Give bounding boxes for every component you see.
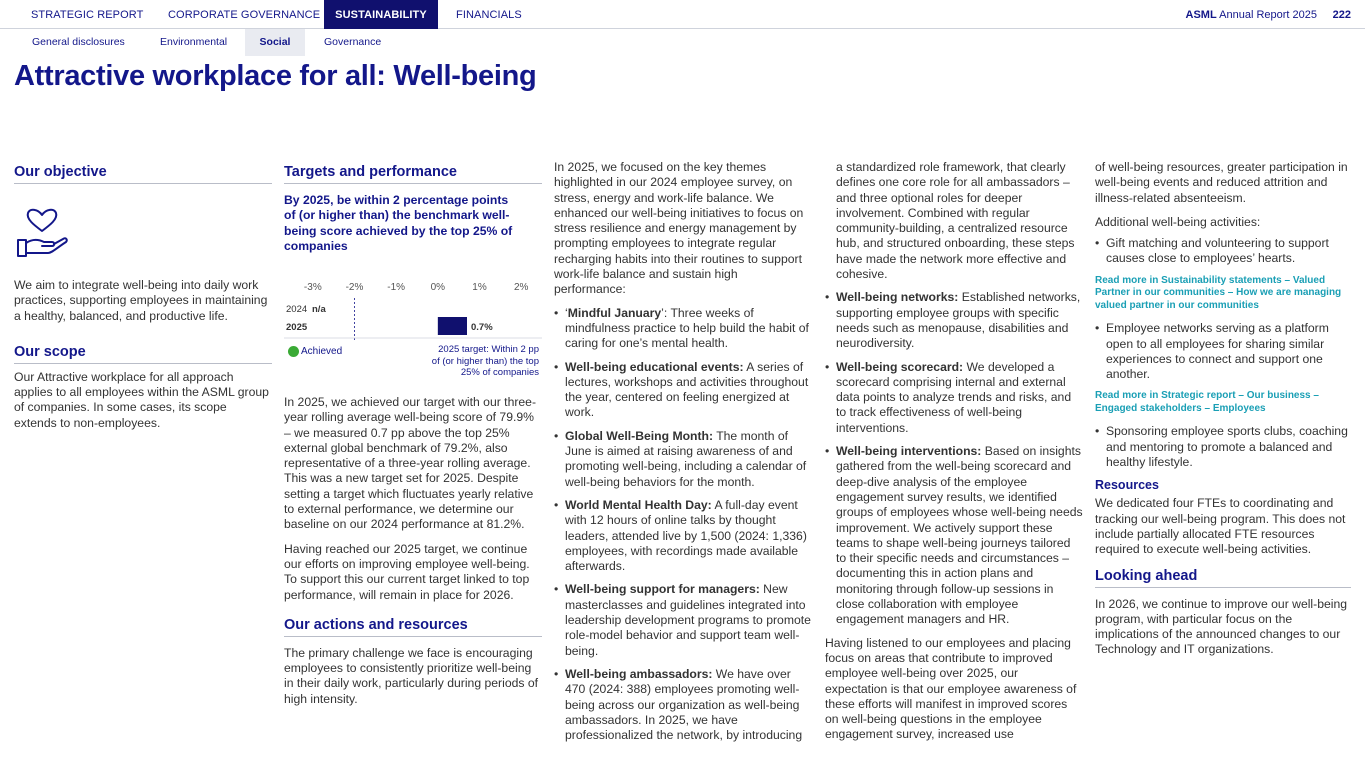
- subtab-environmental[interactable]: Environmental: [160, 36, 228, 48]
- bullet-title: Well-being educational events:: [565, 359, 744, 374]
- list-item: • ‘Mindful January’: Three weeks of mindfulness practice to help build the habit of caring for one’s mental health.: [554, 306, 812, 352]
- targets-paragraph-1: In 2025, we achieved our target with our three-year rolling average well-being score of 79.9% – we measured 0.7 pp above the top 25% external global benchmark of 79.2%, also representative of a three-year rolling average. This was a new target set for 2025. Despite setting a target which fluctuates yearly relative to external performance, we determine our baseline on our 2024 performance at 81.2%.: [284, 395, 537, 532]
- bullet-title: Global Well-Being Month:: [565, 428, 714, 443]
- bullet-text: Based on insights gathered from the well-being scorecard and deep-dive analysis of the employee engagement survey results, we identified groups of employees whose well-being needs improvement. We actively support these teams to shape well-being journeys tailored to their specific needs and circumstances – documenting this in action plans and monitoring through follow-up sessions in close collaboration with employee engagement managers and HR.: [836, 444, 1083, 627]
- bullet-text: A full-day event with 12 hours of online talks by thought leaders, attended live by 1,500 (2024: 1,336) employees, with recordings made available afterwards.: [565, 497, 807, 574]
- looking-ahead-text: In 2026, we continue to improve our well-being program, with particular focus on the implications of the announced changes to our Technology and IT organizations.: [1095, 596, 1348, 657]
- page-number: 222: [1332, 9, 1351, 21]
- target-note-line-2: of (or higher than) the top: [431, 355, 539, 367]
- x-tick-label: -3%: [303, 282, 322, 293]
- bullet-title: Well-being interventions:: [836, 444, 982, 459]
- tab-sustainability[interactable]: SUSTAINABILITY: [324, 0, 438, 29]
- list-item: [554, 498, 812, 574]
- initiatives-intro: In 2025, we focused on the key themes highlighted in our 2024 employee survey, on stress, energy and work-life balance. We enhanced our well-being initiatives to focus on stress resilience and energy management by prompting employees to integrate regular recharging habits into their routines to support work-life balance and sustain high performance:: [554, 160, 804, 297]
- actions-heading: Our actions and resources: [284, 617, 542, 637]
- targets-heading: Targets and performance: [284, 164, 542, 184]
- target-note: [432, 344, 539, 379]
- x-tick-label: 1%: [472, 282, 487, 293]
- bullet-text: We developed a scorecard comprising internal and external data points to analyze trends and risks, and to track effectiveness of well-being interventions.: [836, 359, 1072, 435]
- subtab-general-disclosures[interactable]: General disclosures: [32, 36, 125, 48]
- column-networks: [825, 160, 1083, 743]
- additional-activities-label: Additional well-being activities:: [1095, 214, 1261, 229]
- data-label: 0.7%: [471, 322, 493, 333]
- tab-financials[interactable]: FINANCIALS: [456, 9, 522, 21]
- category-label: 2024: [286, 304, 308, 315]
- bullet-text: We have over 470 (2024: 388) employees promoting well-being across our organization as well-being ambassadors. In 2025, we have professionalized the network, by introducing: [565, 666, 803, 743]
- list-item: [554, 667, 812, 743]
- category-label: 2025: [286, 322, 308, 333]
- list-item: [825, 444, 1083, 628]
- targets-paragraph-2: Having reached our 2025 target, we continue our efforts on improving employee well-being. To support this our current target linked to top performance, will remain in place for 2026.: [284, 541, 530, 602]
- looking-ahead-heading: Looking ahead: [1095, 568, 1351, 588]
- bullet-text: : Three weeks of mindfulness practice to help build the habit of caring for one’s mental health.: [565, 305, 809, 351]
- bullet-title: Mindful January: [567, 305, 662, 320]
- status-badge: [288, 346, 342, 357]
- column-resources: [1095, 160, 1351, 658]
- ambassadors-continuation: a standardized role framework, that clearly defines one core role for all ambassadors – and three optional roles for deeper involvement. Combined with regular community-building, a centralized resource hub, and structured onboarding, these steps have made the network more effective and cohesive.: [836, 160, 1075, 282]
- subtab-governance[interactable]: Governance: [324, 36, 382, 48]
- top-navigation: [0, 0, 1365, 29]
- objective-heading: Our objective: [14, 164, 272, 184]
- x-tick-label: 0%: [430, 282, 446, 293]
- objective-text: We aim to integrate well-being into daily work practices, supporting employees in maintaining a healthy, balanced, and productive life.: [14, 278, 268, 323]
- read-more-link-communities[interactable]: Read more in Sustainability statements – Valued Partner in our communities – How we are managing valued partner in our communities: [1095, 274, 1342, 311]
- bullet-text: New masterclasses and guidelines integrated into leadership development programs to promote role-model behavior and support team well-being.: [565, 582, 811, 658]
- brand-name: ASML: [1185, 9, 1217, 21]
- data-label: n/a: [312, 304, 326, 315]
- networks-paragraph: Having listened to our employees and placing focus on areas that contribute to improved employee well-being over 2025, our expectation is that our employee awareness of these efforts will manifest in improved scores on well-being questions in the employee engagement survey, increased use: [825, 635, 1077, 742]
- x-tick-label: 2%: [513, 282, 529, 293]
- bullet-title: Well-being ambassadors:: [565, 666, 713, 681]
- achieved-dot-icon: [288, 346, 299, 357]
- scope-text: Our Attractive workplace for all approach applies to all employees within the ASML group of companies. In some cases, its scope extends to non-employees.: [14, 369, 269, 430]
- col5-continuation: of well-being resources, greater participation in well-being events and reduced attrition and illness-related absenteeism.: [1095, 160, 1348, 205]
- bullet-title: World Mental Health Day:: [565, 497, 712, 512]
- subtab-social[interactable]: Social: [245, 29, 305, 56]
- bullet-title: Well-being networks:: [836, 290, 959, 305]
- column-initiatives: [554, 160, 812, 751]
- report-title[interactable]: [1186, 0, 1317, 31]
- bar: [438, 317, 467, 335]
- resources-heading: Resources: [1095, 478, 1159, 493]
- list-item: • Sponsoring employee sports clubs, coaching and mentoring to promote a balanced and healthy lifestyle.: [1095, 424, 1351, 470]
- column-targets: [284, 164, 542, 254]
- sub-navigation: [0, 29, 1365, 56]
- activities-list-2: [1095, 321, 1351, 382]
- x-tick-label: -2%: [345, 282, 364, 293]
- bullet-title: Well-being support for managers:: [565, 582, 760, 597]
- target-note-line-1: 2025 target: Within 2 pp: [438, 344, 539, 355]
- list-item: • Employee networks serving as a platform open to all employees for sharing similar experiences to connect and support one another.: [1095, 321, 1351, 382]
- bullet-text: A series of lectures, workshops and activities throughout the year, centered on feeling energized at work.: [565, 359, 809, 420]
- report-name: Annual Report 2025: [1216, 9, 1317, 21]
- page-title: Attractive workplace for all: Well-being: [14, 60, 537, 92]
- list-item: [825, 360, 1083, 436]
- scope-heading: Our scope: [14, 344, 272, 364]
- x-tick-label: -1%: [387, 282, 406, 293]
- bullet-text: The month of June is aimed at raising awareness of and promoting well-being, including a calendar of well-being behaviors for the month.: [565, 428, 807, 489]
- resources-text: We dedicated four FTEs to coordinating and tracking our well-being program. This does not include partially allocated FTE resources required to execute well-being activities.: [1095, 496, 1346, 557]
- heart-in-hand-icon: [14, 206, 272, 266]
- column-targets-body: [284, 395, 542, 707]
- status-text: Achieved: [301, 346, 343, 357]
- column-objective-scope: [14, 164, 272, 431]
- wellbeing-target-chart: [284, 278, 542, 383]
- list-item: [554, 582, 812, 658]
- bullet-text: Established networks, supporting employee groups with specific needs such as menopause, disabilities and neurodiversity.: [836, 290, 1081, 351]
- tab-strategic-report[interactable]: STRATEGIC REPORT: [31, 9, 144, 21]
- list-item: • Gift matching and volunteering to support causes close to employees’ hearts.: [1095, 236, 1351, 267]
- bullet-title: Well-being scorecard:: [836, 359, 964, 374]
- actions-text: The primary challenge we face is encouraging employees to consistently prioritize well-being in their daily work, particularly during periods of high intensity.: [284, 645, 539, 706]
- target-note-line-3: 25% of companies: [460, 367, 539, 378]
- target-statement: By 2025, be within 2 percentage points of (or higher than) the benchmark well-being score achieved by the top 25% of companies: [284, 193, 513, 253]
- networks-list: [825, 290, 1083, 627]
- activities-list: [1095, 236, 1351, 267]
- tab-corporate-governance[interactable]: CORPORATE GOVERNANCE: [168, 9, 321, 21]
- read-more-link-employees[interactable]: Read more in Strategic report – Our business – Engaged stakeholders – Employees: [1095, 390, 1319, 414]
- list-item: [825, 290, 1083, 351]
- initiatives-list: [554, 306, 812, 744]
- list-item: [554, 429, 812, 490]
- list-item: [554, 360, 812, 421]
- activities-list-3: [1095, 424, 1351, 470]
